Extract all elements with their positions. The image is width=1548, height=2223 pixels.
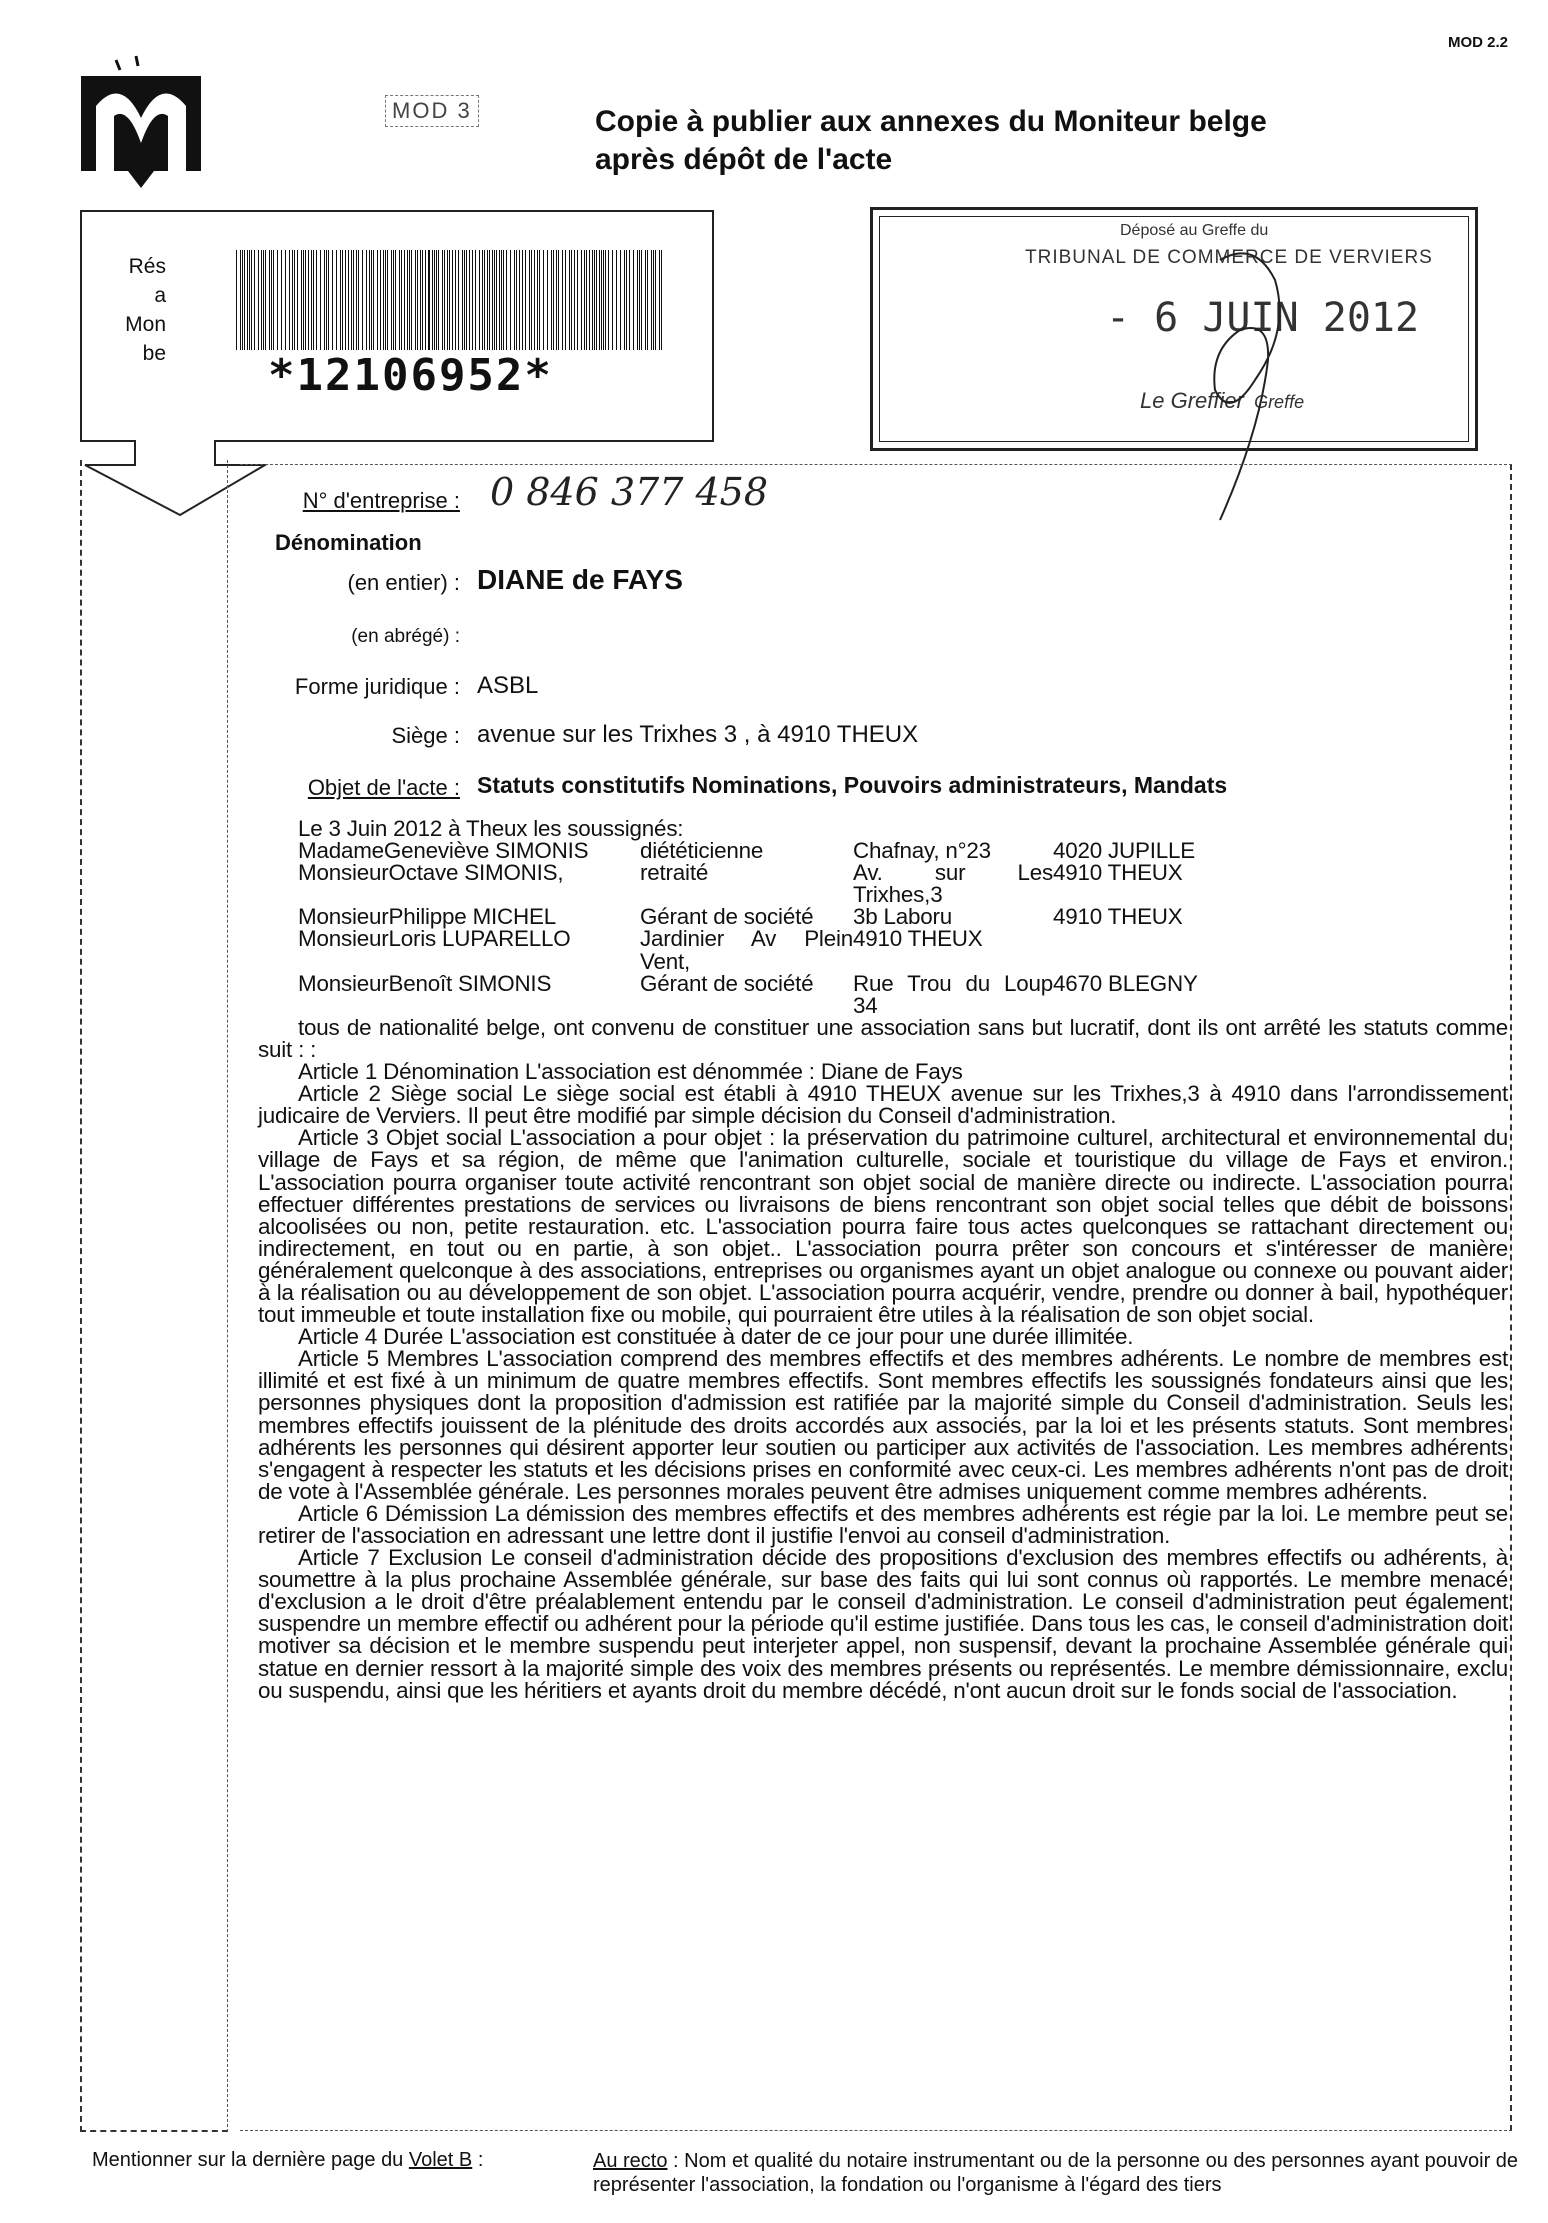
signatory-name: MonsieurPhilippe MICHEL: [298, 904, 556, 930]
entreprise-number: 0 846 377 458: [490, 470, 769, 514]
reserve-line-1: Rés: [128, 255, 166, 278]
volet-b-link: Volet B: [408, 2149, 473, 2171]
title-line-2: après dépôt de l'acte: [595, 143, 893, 176]
signatory-city: [1053, 928, 1251, 972]
signatory-extra: [1251, 862, 1451, 906]
signatory-address: Rue Trou du Loup 34: [853, 970, 1053, 1018]
reserve-line-2: a: [154, 284, 166, 307]
article-6: Article 6 Démission La démission des membres effectifs et des membres adhérents est régie par la loi. Le membre peut se retirer de l'association en adressant une lettre dont il justifie l'envoi au conseil d'administration.: [258, 1500, 1508, 1548]
reserve-line-3: Mon: [125, 313, 166, 336]
deposit-date: - 6 JUIN 2012: [1106, 295, 1420, 341]
signatory-city: 4670 BLEGNY: [1053, 970, 1198, 996]
siege-label: Siège :: [391, 723, 460, 748]
signatory-row: [298, 928, 1508, 972]
recto-label: Au recto: [593, 2150, 668, 2172]
signatory-occupation: Gérant de société: [640, 970, 814, 996]
signatory-occupation: retraité: [640, 860, 709, 886]
deposit-line-1: Déposé au Greffe du: [1120, 222, 1269, 239]
signatory-address: Av. sur Les Trixhes,3: [853, 860, 1053, 908]
article-5: Article 5 Membres L'association comprend des membres effectifs et des membres adhérents. Le nombre de membres est illimité et est fixé à un minimum de quatre membres effectifs. Sont membres effectifs les soussignés fondateurs ainsi que les personnes physiques dont la proposition d'admission est ratifiée par la majorité simple du Conseil d'administration. Seuls les membres effectifs jouissent de la plénitude des droits accordés aux associés, par la loi et les présents statuts. Sont membres adhérents les personnes qui désirent apporter leur soutien ou participer aux activités de l'association. Les membres adhérents s'engagent à respecter les statuts et les décisions prises en conformité avec ceux-ci. Les membres adhérents n'ont pas de droit de vote à l'Assemblée générale. Les personnes morales peuvent être admises uniquement comme membres adhérents.: [258, 1346, 1508, 1504]
signatory-city: 4910 THEUX: [1053, 860, 1183, 886]
signatory-occupation: Jardinier Av Plein Vent,: [640, 926, 853, 974]
signatory-city: 4020 JUPILLE: [1053, 838, 1195, 864]
page-title: [595, 103, 1267, 179]
objet-label: Objet de l'acte :: [307, 775, 460, 800]
forme-value: ASBL: [477, 672, 539, 699]
footer-suffix: :: [472, 2149, 484, 2171]
barcode-number: *12106952*: [268, 350, 553, 401]
footer-recto-note: [593, 2149, 1523, 2197]
signatory-extra: [1251, 840, 1451, 862]
paragraph-nationality: tous de nationalité belge, ont convenu de constituer une association sans but lucratif, dont ils ont arrêté les statuts comme suit : :: [258, 1014, 1508, 1062]
small-stamp: MOD 3: [385, 95, 479, 127]
reserve-line-4: be: [142, 342, 166, 365]
footer-prefix: Mentionner sur la dernière page du: [92, 2149, 409, 2171]
title-line-1: Copie à publier aux annexes du Moniteur belge: [595, 105, 1267, 138]
signatory-row: [298, 906, 1508, 928]
forme-label: Forme juridique :: [294, 674, 460, 699]
signatory-occupation: Gérant de société: [640, 904, 814, 930]
entreprise-label: N° d'entreprise :: [302, 488, 460, 513]
article-1: Article 1 Dénomination L'association est dénommée : Diane de Fays: [298, 1059, 963, 1085]
reserve-label: [96, 252, 166, 368]
recto-text: : Nom et qualité du notaire instrumentant ou de la personne ou des personnes ayant pouvoir de représenter l'association, la fondation ou l'organisme à l'égard des tiers: [593, 2150, 1519, 2196]
signatory-city: 4910 THEUX: [1053, 904, 1183, 930]
article-3: Article 3 Objet social L'association a pour objet : la préservation du patrimoine culturel, architectural et environnemental du village de Fays et sa région, de même que l'animation culturelle, sociale et touristique du village de Fays et environ. L'association pourra organiser toute activité rencontrant son objet social de manière directe ou indirecte. L'association pourra effectuer différentes prestations de services ou livraisons de biens rencontrant son objet social telles que débit de boissons alcoolisées ou non, petite restauration. etc. L'association pourra faire tous actes quelconques se rattachant directement ou indirectement, en tout ou en partie, à son objet.. L'association pourra prêter son concours et s'intéresser de manière généralement quelconque à des associations, entreprises ou organismes ayant un objet analogue ou connexe ou pouvant aider à la réalisation ou au développement de son objet. L'association pourra acquérir, vendre, prendre ou donner à bail, hypothéquer tout immeuble et toute installation fixe ou mobile, qui pourraient être utiles à la réalisation de son objet social.: [258, 1125, 1508, 1328]
statuts-text: [258, 818, 1508, 1702]
signatory-extra: [1251, 906, 1451, 928]
signatory-row: [298, 970, 1508, 1018]
signatory-name: MonsieurLoris LUPARELLO: [298, 926, 571, 952]
siege-value: avenue sur les Trixhes 3 , à 4910 THEUX: [477, 721, 919, 748]
article-2: Article 2 Siège social Le siège social est établi à 4910 THEUX avenue sur les Trixhes,3 à 4910 dans l'arrondissement judicaire de Verviers. Il peut être modifié par simple décision du Conseil d'administration.: [258, 1081, 1508, 1129]
barcode: [230, 250, 670, 350]
signatory-address: 3b Laboru: [853, 904, 953, 930]
signatory-address: 4910 THEUX: [853, 926, 983, 952]
intro-line: Le 3 Juin 2012 à Theux les soussignés:: [298, 816, 684, 841]
deposit-line-2: TRIBUNAL DE COMMERCE DE VERVIERS: [1025, 247, 1433, 268]
en-abrege-label: (en abrégé) :: [351, 626, 460, 647]
objet-value: Statuts constitutifs Nominations, Pouvoirs administrateurs, Mandats: [477, 772, 1228, 798]
signatory-row: [298, 840, 1508, 862]
article-4: Article 4 Durée L'association est constituée à dater de ce jour pour une durée illimitée.: [298, 1324, 1134, 1350]
form-code: MOD 2.2: [1447, 34, 1508, 51]
en-entier-label: (en entier) :: [347, 570, 460, 595]
signatory-name: MadameGeneviève SIMONIS: [298, 838, 589, 864]
moniteur-logo: [76, 48, 206, 188]
signature-sub: Greffe: [1254, 392, 1305, 412]
footer-note: [92, 2149, 483, 2172]
signatory-occupation: diététicienne: [640, 838, 764, 864]
left-margin-frame: [80, 460, 228, 2132]
signatory-row: [298, 862, 1508, 906]
signatory-name: MonsieurOctave SIMONIS,: [298, 860, 564, 886]
signature-text: Le Greffier: [1140, 388, 1244, 413]
signatory-extra: [1251, 973, 1451, 1017]
signatory-name: MonsieurBenoît SIMONIS: [298, 970, 552, 996]
signatory-extra: [1251, 928, 1451, 972]
article-7: Article 7 Exclusion Le conseil d'administration décide des propositions d'exclusion des membres effectifs ou adhérents, à soumettre à la plus prochaine Assemblée générale, sur base des faits qui lui sont connus où rapportés. Le membre menacé d'exclusion a le droit d'être préalablement entendu par le conseil d'administration. Le conseil d'administration peut également suspendre un membre effectif ou adhérent pour la période qu'il estime justifiée. Dans tous les cas, le conseil d'administration doit motiver sa décision et le membre suspendu peut interjeter appel, non suspensif, devant la prochaine Assemblée générale qui statue en dernier ressort à la majorité simple des voix des membres présents ou représentés. Le membre démissionnaire, exclu ou suspendu, ainsi que les héritiers et ayants droit du membre décédé, n'ont aucun droit sur le fonds social de l'association.: [258, 1545, 1508, 1703]
denomination-label: Dénomination: [275, 530, 422, 555]
denomination-value: DIANE de FAYS: [477, 564, 683, 595]
signatory-address: Chafnay, n°23: [853, 838, 991, 864]
